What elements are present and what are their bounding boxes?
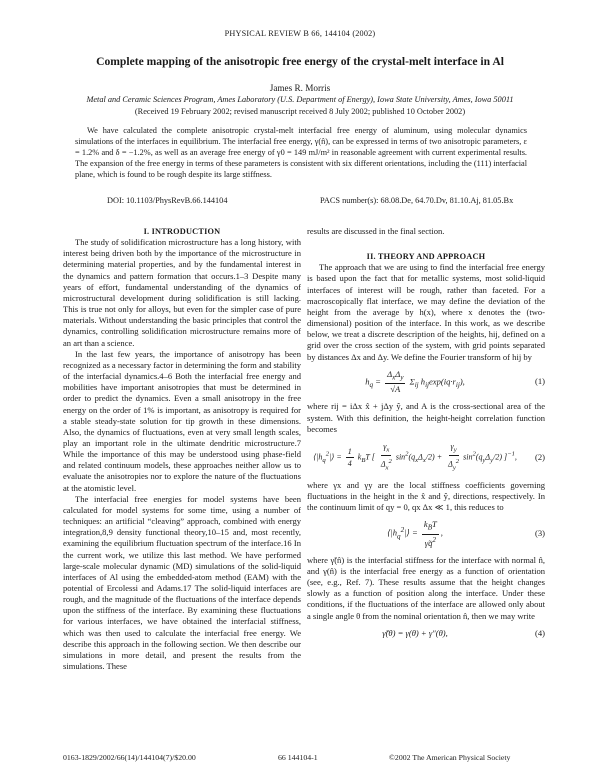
received-dates: (Received 19 February 2002; revised manuscript received 8 July 2002; published 10 October 2002) xyxy=(134,107,466,116)
equation-2 xyxy=(307,441,545,474)
equation-3-body: $⟨|h_q^2|⟩$ = $\frac{k_BT}{\gammãq^2}$ , xyxy=(387,519,443,548)
theory-paragraph-2: where rij = iΔx x̂ + jΔy ŷ, and A is the cross-sectional area of the system. With this definition, the height-height correlation function becomes xyxy=(307,401,545,434)
equation-1-number: (1) xyxy=(535,376,545,387)
equation-4-body: γ̃(θ) = γ(θ) + γ″(θ), xyxy=(382,627,448,638)
theory-paragraph-4: where γ̃(n̂) is the interfacial stiffness for the interface with normal n̂, and γ(n̂) is the interfacial free energy as a function of orientation (see, e.g., Ref. 7). These results assume that the height changes slowly as a function of position along the interface. Under these conditions, if the fluctuations of the interface are allowed only about a single angle θ from the nominal orientation n̂, then we may write xyxy=(307,554,545,621)
section-heading-theory: II. THEORY AND APPROACH xyxy=(366,252,486,262)
author-name: James R. Morris xyxy=(269,83,331,93)
author-affiliation: Metal and Ceramic Sciences Program, Ames Laboratory (U.S. Department of Energy), Iowa State University, Ames, Iowa 50011 xyxy=(86,95,514,104)
journal-header: PHYSICAL REVIEW B 66, 144104 (2002) xyxy=(224,29,376,38)
footer-copyright: ©2002 The American Physical Society xyxy=(389,753,511,762)
equation-1 xyxy=(307,369,545,396)
pacs-numbers: PACS number(s): 68.08.De, 64.70.Dv, 81.10.Aj, 81.05.Bx xyxy=(320,196,514,205)
intro-paragraph-continued: results are discussed in the final section. xyxy=(307,226,445,236)
abstract: We have calculated the complete anisotropic crystal-melt interfacial free energy of aluminum, using molecular dynamics simulations of the interfaces in equilibrium. The interfacial free energy, γ(n̂), can be expressed in terms of two anisotropic parameters, ε = 1.2% and δ = −1.2%, as well as an average free energy of γ0 = 149 mJ/m² in reasonable agreement with current experimental results. The expansion of the free energy in terms of these parameters is consistent with six different orientations, including the (111) interfacial plane, which is found to be rough despite its large stiffness. xyxy=(75,126,527,180)
equation-2-body: $⟨|h_q^2|⟩$ = $\frac{1}{4}$ $k_BT$ [ $\frac{\gamma_x}{\Delta_x^2}$ $\sin^2(q_x\Delta_x/2)$ + $\frac{\gamma_y}{\Delta_y^2}$ $\sin^2(q_y\Delta_y/2)$ ]$^{-1}$, xyxy=(313,441,517,472)
equation-1-body: $h_q$ = $\frac{\Delta_x\Delta_y}{√A}$ $\Sigma_{ij}$ $h_{ij}\exp(iq\cdot r_{ij})$, xyxy=(365,368,465,395)
equation-3 xyxy=(307,519,545,549)
equation-2-number: (2) xyxy=(535,451,545,462)
equation-3-number: (3) xyxy=(535,528,545,539)
theory-paragraph-1: The approach that we are using to find the interfacial free energy is based upon the fact that for metallic systems, most solid-liquid interfaces of interest will be rough, rather than faceted. For a macroscopically flat interface, we may define the deviation of the height from the average by h(x), where x denotes the (two-dimensional) position of the interface. In this work, as we describe below, we treat a discrete description of the heights, hij, defined on a grid over the cross section of the system, with grid points separated by distances Δx and Δy. We define the Fourier transform of hij by xyxy=(307,262,545,362)
equation-4 xyxy=(307,628,545,639)
intro-paragraph-2: In the last few years, the importance of anisotropy has been recognized as a necessary factor in determining the form and stability of the interfacial dynamics.4–6 Both the interfacial free energy and mobilities have important anisotropies that must be determined in order to predict the dynamics. Even a small anisotropy in the free energy on the order of 1% is important, as anisotropy is required for a stable steady-state solution for tip growth in these dimensions. Also, the dynamics of fluctuations, even at very small length scales, play an important role in the ultimate dendritic microstructure.7 While the importance of this may be understood using phase-field and related continuum models, these approaches neither allow us to evaluate the anisotropies nor to explore the nature of the fluctuations at the atomistic level. xyxy=(63,348,301,493)
footer-page-number: 66 144104-1 xyxy=(278,753,318,762)
right-column xyxy=(307,226,545,645)
equation-4-number: (4) xyxy=(535,627,545,638)
intro-paragraph-3: The interfacial free energies for model systems have been calculated for model systems for some time, using a number of techniques: an artificial “cleaving” approach, combined with energy integration,8,9 density functional theory,10–15 and, most recently, examining the equilibrium fluctuation spectrum of the interface.16 In the current work, we utilize this last method. We have performed large-scale molecular dynamic (MD) simulations of the solid-liquid interfaces of Al using the embedded-atom method (EAM) with the potential of Ercolessi and Adams.17 The solid-liquid interfaces are rough, and the magnitude of the fluctuations of the interface depends upon the stiffness of the interface. By examining these fluctuations for various interfaces, we have obtained the interfacial stiffness, which was then used to calculate the interfacial free energy. We describe this approach in the following section. We then describe our simulations in more detail, and present the results from the simulations. These xyxy=(63,493,301,672)
paper-title: Complete mapping of the anisotropic free energy of the crystal-melt interface in Al xyxy=(96,55,504,68)
section-heading-introduction: I. INTRODUCTION xyxy=(143,227,221,236)
doi[interactable]: DOI: 10.1103/PhysRevB.66.144104 xyxy=(107,196,228,205)
footer-issn: 0163-1829/2002/66(14)/144104(7)/$20.00 xyxy=(63,753,196,762)
left-column xyxy=(63,226,301,672)
theory-paragraph-3: where γx and γy are the local stiffness coefficients governing fluctuations in the height in the x̂ and ŷ, directions, respectively. In the continuum limit of qy = 0, qx Δx ≪ 1, this reduces to xyxy=(307,479,545,513)
intro-paragraph-1: The study of solidification microstructure has a long history, with interest being driven both by the importance of the microstructure in determining material properties, and by the fundamental interest in the dynamics and pattern formation that occurs.1–3 Despite many years of effort, fundamental understanding of the dynamics of microstructural development during solidification is still lacking. This is true not only for alloys, but even for the simpler case of pure materials. Without understanding the basic principles that control the dynamics, controlling solidification microstructure remains more of an art than a science. xyxy=(63,237,301,348)
